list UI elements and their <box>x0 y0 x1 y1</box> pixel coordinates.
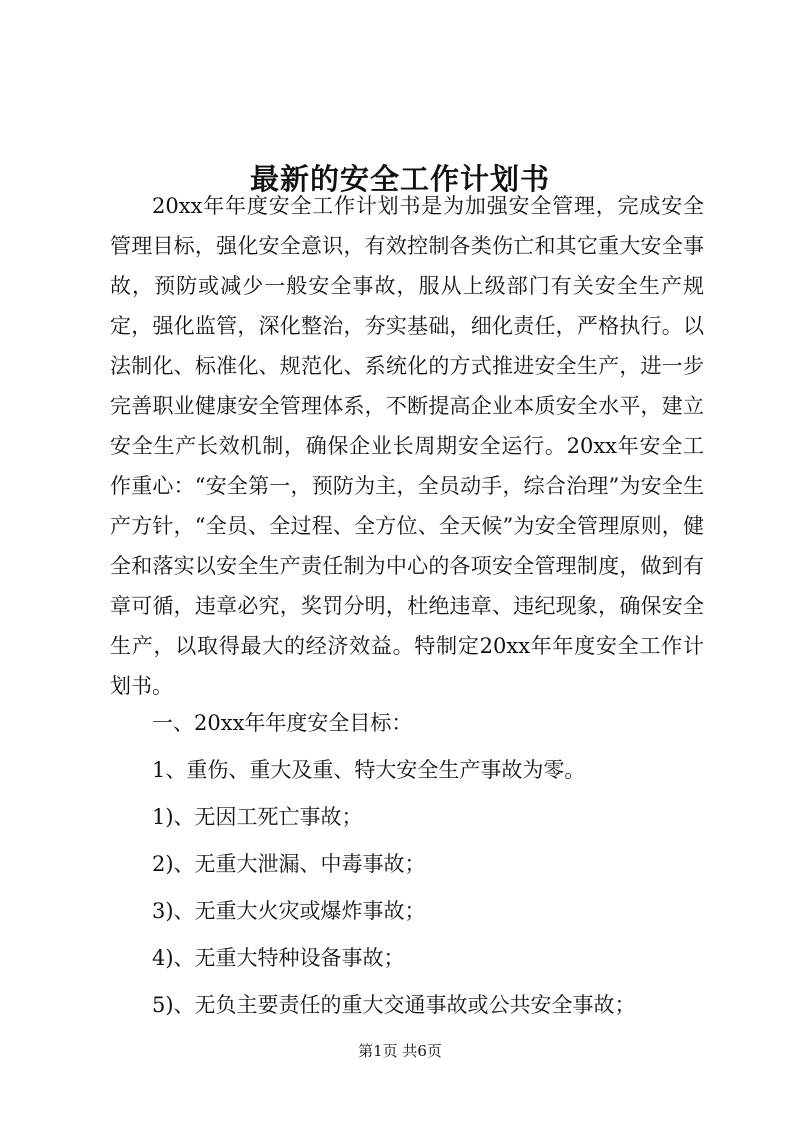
section-heading: 一、20xx年年度安全目标： <box>152 711 413 735</box>
list-item: 4)、无重大特种设备事故； <box>152 946 405 970</box>
intro-paragraph: 20xx年年度安全工作计划书是为加强安全管理，完成安全管理目标，强化安全意识，有效控制各类伤亡和其它重大安全事故，预防或减少一般安全事故，服从上级部门有关安全生产规定，强化监管，深化整治，夯实基础，细化责任，严格执行。以法制化、标准化、规范化、系统化的方式推进安全生产，进一步完善职业健康安全管理体系，不断提高企业本质安全水平，建立安全生产长效机制，确保企业长周期安全运行。20xx年安全工作重心：“安全第一，预防为主，全员动手，综合治理”为安全生产方针，“全员、全过程、全方位、全天候”为安全管理原则，健全和落实以安全生产责任制为中心的各项安全管理制度，做到有章可循，违章必究，奖罚分明，杜绝违章、违纪现象，确保安全生产，以取得最大的经济效益。特制定20xx年年度安全工作计划书。 <box>110 194 704 698</box>
list-item: 2)、无重大泄漏、中毒事故； <box>152 852 426 876</box>
target-list <box>152 711 712 1040</box>
list-item: 3)、无重大火灾或爆炸事故； <box>152 899 426 923</box>
list-item: 1)、无因工死亡事故； <box>152 805 363 829</box>
page-footer: 第1页 共6页 <box>358 1042 442 1060</box>
document-title: 最新的安全工作计划书 <box>249 162 550 197</box>
list-item: 1、重伤、重大及重、特大安全生产事故为零。 <box>152 758 586 782</box>
list-item: 5)、无负主要责任的重大交通事故或公共安全事故； <box>152 993 636 1017</box>
